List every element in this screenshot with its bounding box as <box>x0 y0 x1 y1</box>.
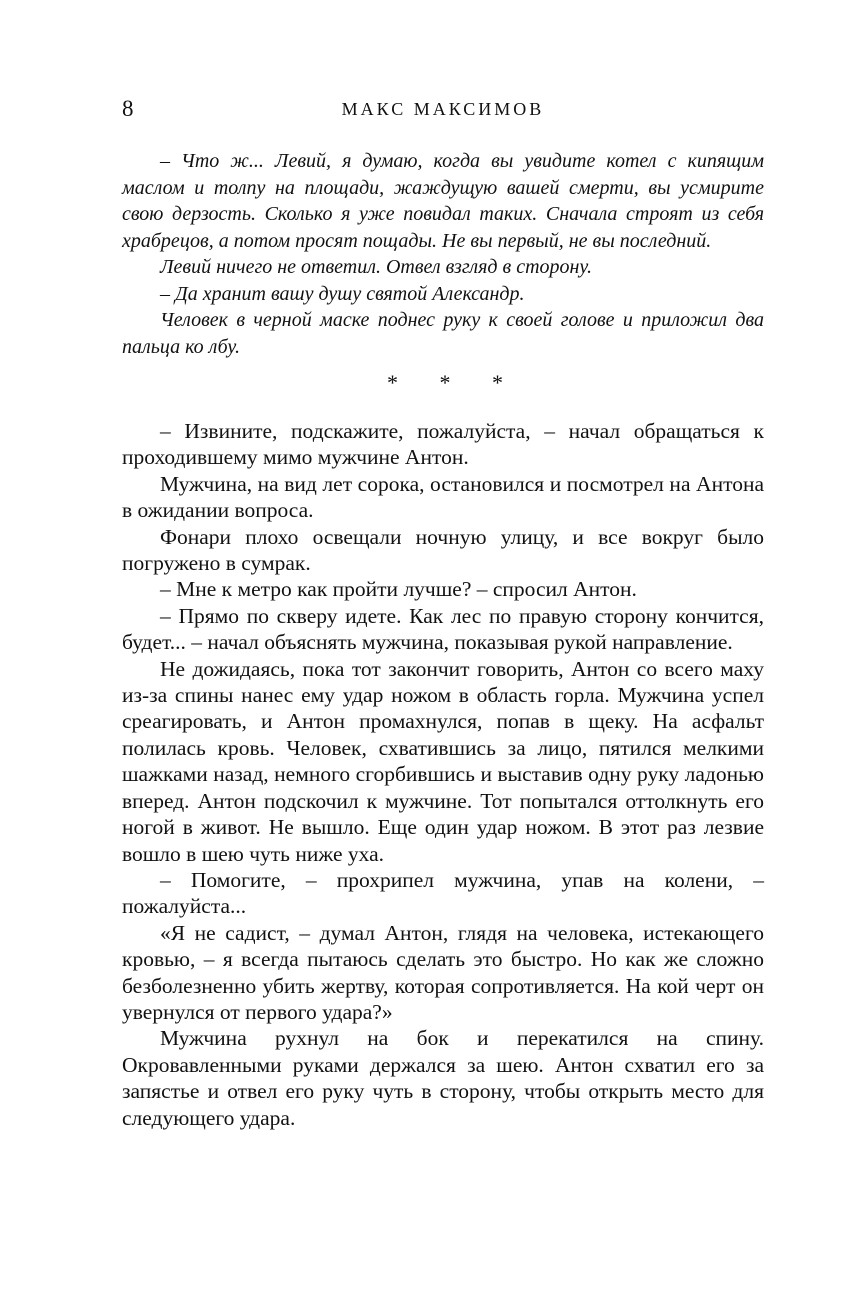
paragraph: «Я не садист, – думал Антон, глядя на человека, истекающего кровью, – я всегда пытаюсь сделать это быстро. Но как же сложно безболезненно убить жертву, которая сопротивляется. На кой черт он увернулся от первого удара?» <box>122 920 764 1024</box>
italic-paragraph: Левий ничего не ответил. Отвел взгляд в сторону. <box>160 256 593 278</box>
paragraph: – Помогите, – прохрипел мужчина, упав на колени, – пожалуйста... <box>122 867 764 919</box>
paragraph: Мужчина рухнул на бок и перекатился на спину. Окровавленными руками держался за шею. Антон схватил его за запястье и отвел его руку чуть в сторону, чтобы открыть место для следующего удара. <box>122 1026 764 1130</box>
page-body <box>122 148 764 1131</box>
paragraph: – Извините, подскажите, пожалуйста, – начал обращаться к проходившему мимо мужчине Антон. <box>122 419 764 470</box>
paragraph: – Мне к метро как пройти лучше? – спросил Антон. <box>160 577 637 602</box>
section-divider: * * * <box>387 370 521 395</box>
italic-section <box>122 148 764 360</box>
book-author-header: МАКС МАКСИМОВ <box>341 99 545 119</box>
running-head <box>122 94 764 124</box>
paragraph: Фонари плохо освещали ночную улицу, и все вокруг было погружено в сумрак. <box>122 524 764 576</box>
italic-paragraph: Человек в черной маске поднес руку к своей голове и приложил два пальца ко лбу. <box>122 309 764 358</box>
page-number: 8 <box>122 96 134 121</box>
italic-paragraph: – Да хранит вашу душу святой Александр. <box>160 282 525 305</box>
italic-paragraph: – Что ж... Левий, я думаю, когда вы увидите котел с кипящим маслом и толпу на площади, жаждущую вашей смерти, вы усмирите свою дерзость. Сколько я уже повидал таких. Сначала строят из себя храбрецов, а потом просят пощады. Не вы первый, не вы последний. <box>122 150 764 252</box>
paragraph: – Прямо по скверу идете. Как лес по правую сторону кончится, будет... – начал объяснять мужчина, показывая рукой направление. <box>122 603 764 655</box>
paragraph: Мужчина, на вид лет сорока, остановился и посмотрел на Антона в ожидании вопроса. <box>122 471 764 523</box>
main-section <box>122 418 764 1131</box>
paragraph: Не дожидаясь, пока тот закончит говорить, Антон со всего маху из-за спины нанес ему удар ножом в область горла. Мужчина успел среагировать, и Антон промахнулся, попав в щеку. На асфальт полилась кровь. Человек, схватившись за лицо, пятился мелкими шажками назад, немного сгорбившись и выставив одну руку ладонью вперед. Антон подскочил к мужчине. Тот попытался оттолкнуть его ногой в живот. Не вышло. Еще один удар ножом. В этот раз лезвие вошло в шею чуть ниже уха. <box>122 656 764 866</box>
